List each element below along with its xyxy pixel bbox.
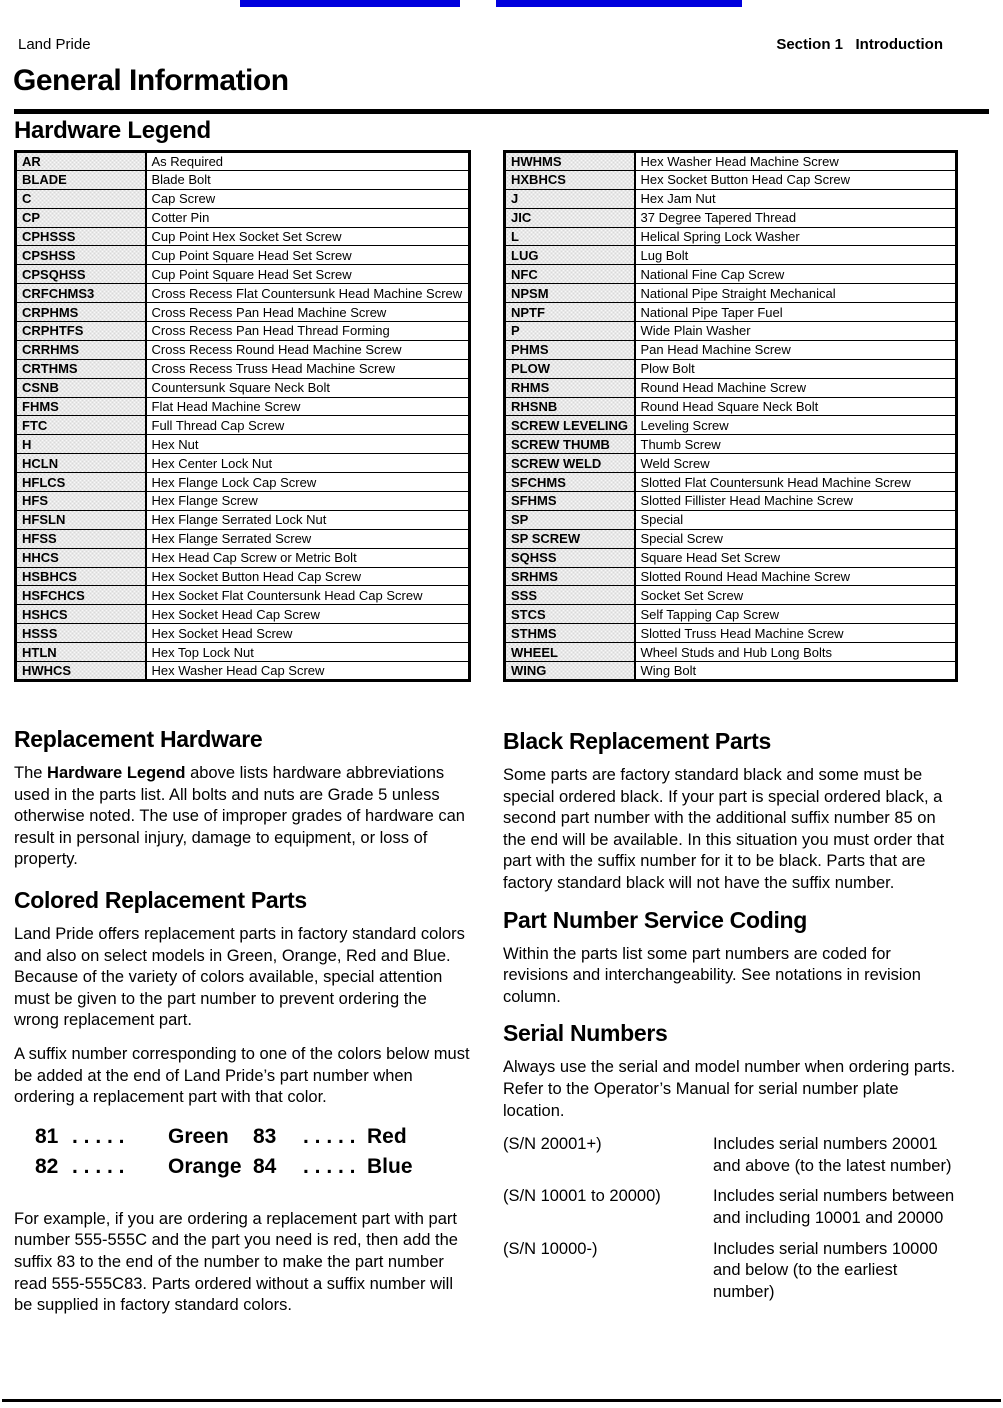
legend-description: Self Tapping Cap Screw — [635, 605, 957, 624]
legend-row — [505, 643, 957, 662]
legend-row — [505, 435, 957, 454]
legend-abbreviation: AR — [16, 152, 146, 171]
legend-description: Cross Recess Pan Head Machine Screw — [146, 303, 470, 322]
legend-abbreviation: SP — [505, 510, 635, 529]
legend-row — [505, 510, 957, 529]
legend-row — [16, 397, 470, 416]
top-link-bar-right[interactable] — [496, 0, 742, 7]
legend-description: Cross Recess Round Head Machine Screw — [146, 340, 470, 359]
legend-abbreviation: BLADE — [16, 170, 146, 189]
legend-row — [505, 284, 957, 303]
legend-description: Hex Top Lock Nut — [146, 643, 470, 662]
legend-row — [16, 510, 470, 529]
legend-row — [16, 492, 470, 511]
legend-row — [505, 454, 957, 473]
legend-description: Cup Point Square Head Set Screw — [146, 265, 470, 284]
legend-description: 37 Degree Tapered Thread — [635, 208, 957, 227]
legend-abbreviation: HSBHCS — [16, 567, 146, 586]
legend-abbreviation: HCLN — [16, 454, 146, 473]
legend-description: Wing Bolt — [635, 662, 957, 681]
legend-abbreviation: HHCS — [16, 548, 146, 567]
legend-row — [16, 359, 470, 378]
legend-description: Hex Socket Flat Countersunk Head Cap Screw — [146, 586, 470, 605]
serial-range-label: (S/N 20001+) — [503, 1135, 602, 1154]
legend-row — [16, 152, 470, 171]
legend-row — [505, 529, 957, 548]
legend-row — [505, 397, 957, 416]
legend-abbreviation: CRPHMS — [16, 303, 146, 322]
legend-row — [505, 322, 957, 341]
legend-row — [505, 662, 957, 681]
colored-parts-example-paragraph: For example, if you are ordering a replacement part with part number 555-555C and the part you need is red, then add the suffix 83 to the end of the number to make the part number read 555-555C83. Parts ordered without a suffix number will be supplied in factory standard colors. — [14, 1209, 458, 1315]
legend-row — [16, 340, 470, 359]
legend-abbreviation: WING — [505, 662, 635, 681]
legend-abbreviation: CPSHSS — [16, 246, 146, 265]
legend-row — [505, 152, 957, 171]
legend-row — [505, 567, 957, 586]
service-coding-paragraph: Within the parts list some part numbers are coded for revisions and interchangeability. See notations in revision column. — [503, 944, 921, 1006]
legend-abbreviation: NFC — [505, 265, 635, 284]
serial-numbers-paragraph: Always use the serial and model number when ordering parts. Refer to the Operator’s Manual for serial number plate location. — [503, 1058, 956, 1120]
legend-row — [505, 265, 957, 284]
legend-description: Cotter Pin — [146, 208, 470, 227]
legend-row — [505, 416, 957, 435]
legend-abbreviation: JIC — [505, 208, 635, 227]
legend-description: Lug Bolt — [635, 246, 957, 265]
legend-description: Cup Point Hex Socket Set Screw — [146, 227, 470, 246]
serial-range-description: Includes serial numbers 20001 and above (to the latest number) — [713, 1135, 952, 1175]
legend-abbreviation: HFLCS — [16, 473, 146, 492]
legend-description: Pan Head Machine Screw — [635, 340, 957, 359]
legend-description: Square Head Set Screw — [635, 548, 957, 567]
legend-abbreviation: RHSNB — [505, 397, 635, 416]
black-parts-paragraph: Some parts are factory standard black and some must be special ordered black. If your part is special ordered black, a second part number with the additional suffix number 85 on the end will be available. In this situation you must order that part with the suffix number for it to be black. Parts that are factory standard black will not have the suffix number. — [503, 766, 945, 892]
legend-description: Leveling Screw — [635, 416, 957, 435]
legend-abbreviation: CPSQHSS — [16, 265, 146, 284]
legend-abbreviation: FTC — [16, 416, 146, 435]
black-replacement-parts-heading: Black Replacement Parts — [503, 728, 771, 754]
legend-abbreviation: CP — [16, 208, 146, 227]
legend-row — [16, 586, 470, 605]
legend-description: Thumb Screw — [635, 435, 957, 454]
legend-description: National Pipe Taper Fuel — [635, 303, 957, 322]
legend-description: Wheel Studs and Hub Long Bolts — [635, 643, 957, 662]
legend-abbreviation: J — [505, 189, 635, 208]
legend-abbreviation: CRFCHMS3 — [16, 284, 146, 303]
color-code-81: 81 . . . . . Green — [35, 1124, 229, 1148]
legend-row — [16, 416, 470, 435]
legend-description: Hex Flange Screw — [146, 492, 470, 511]
legend-row — [505, 586, 957, 605]
legend-row — [16, 265, 470, 284]
top-link-bar-left[interactable] — [240, 0, 460, 7]
legend-row — [505, 492, 957, 511]
legend-row — [16, 284, 470, 303]
legend-description: Hex Flange Serrated Lock Nut — [146, 510, 470, 529]
legend-abbreviation: SFCHMS — [505, 473, 635, 492]
legend-description: Slotted Round Head Machine Screw — [635, 567, 957, 586]
legend-abbreviation: CRTHMS — [16, 359, 146, 378]
legend-abbreviation: H — [16, 435, 146, 454]
legend-row — [16, 322, 470, 341]
legend-abbreviation: STCS — [505, 605, 635, 624]
legend-description: Slotted Fillister Head Machine Screw — [635, 492, 957, 511]
section-header: Section 1 Introduction — [776, 36, 943, 53]
legend-abbreviation: C — [16, 189, 146, 208]
legend-description: Slotted Truss Head Machine Screw — [635, 624, 957, 643]
legend-description: Cross Recess Pan Head Thread Forming — [146, 322, 470, 341]
brand-text: Land Pride — [18, 36, 91, 53]
legend-row — [505, 246, 957, 265]
legend-abbreviation: SCREW WELD — [505, 454, 635, 473]
hardware-legend-table-right — [503, 150, 958, 682]
legend-abbreviation: SQHSS — [505, 548, 635, 567]
legend-row — [505, 624, 957, 643]
legend-description: Round Head Square Neck Bolt — [635, 397, 957, 416]
legend-abbreviation: SP SCREW — [505, 529, 635, 548]
legend-description: Hex Socket Button Head Cap Screw — [635, 170, 957, 189]
legend-row — [505, 170, 957, 189]
legend-row — [16, 473, 470, 492]
legend-abbreviation: HWHCS — [16, 662, 146, 681]
legend-row — [16, 227, 470, 246]
serial-range-entry — [503, 1239, 960, 1304]
serial-range-entry — [503, 1134, 960, 1177]
replacement-hardware-heading: Replacement Hardware — [14, 726, 263, 752]
legend-abbreviation: L — [505, 227, 635, 246]
legend-abbreviation: CPHSSS — [16, 227, 146, 246]
color-code-83: 83 . . . . . Red — [253, 1124, 407, 1148]
serial-range-description: Includes serial numbers 10000 and below (to the earliest number) — [713, 1239, 938, 1301]
legend-description: Flat Head Machine Screw — [146, 397, 470, 416]
legend-description: Hex Socket Button Head Cap Screw — [146, 567, 470, 586]
legend-abbreviation: HTLN — [16, 643, 146, 662]
right-text-column — [503, 716, 960, 1312]
legend-abbreviation: CSNB — [16, 378, 146, 397]
color-code-84: 84 . . . . . Blue — [253, 1154, 413, 1178]
hardware-legend-title: Hardware Legend — [14, 117, 211, 144]
legend-row — [16, 378, 470, 397]
legend-description: Cup Point Square Head Set Screw — [146, 246, 470, 265]
legend-row — [16, 303, 470, 322]
legend-row — [16, 624, 470, 643]
legend-description: National Pipe Straight Mechanical — [635, 284, 957, 303]
color-code-82: 82 . . . . . Orange — [35, 1154, 242, 1178]
legend-description: Full Thread Cap Screw — [146, 416, 470, 435]
legend-row — [505, 227, 957, 246]
part-number-service-coding-heading: Part Number Service Coding — [503, 906, 808, 933]
legend-description: Hex Flange Serrated Screw — [146, 529, 470, 548]
legend-abbreviation: LUG — [505, 246, 635, 265]
replacement-hardware-paragraph: The Hardware Legend above lists hardware abbreviations used in the parts list. All bolts and nuts are Grade 5 unless otherwise noted. The use of improper grades of hardware can result in personal injury, damage to equipment, or loss of property. — [14, 764, 465, 869]
legend-row — [505, 340, 957, 359]
legend-row — [505, 473, 957, 492]
legend-row — [505, 208, 957, 227]
legend-description: Hex Jam Nut — [635, 189, 957, 208]
legend-description: Countersunk Square Neck Bolt — [146, 378, 470, 397]
legend-abbreviation: PLOW — [505, 359, 635, 378]
legend-description: Hex Washer Head Cap Screw — [146, 662, 470, 681]
legend-row — [16, 605, 470, 624]
legend-row — [505, 303, 957, 322]
serial-range-description: Includes serial numbers between and including 10001 and 20000 — [713, 1187, 955, 1227]
legend-row — [16, 567, 470, 586]
legend-abbreviation: HWHMS — [505, 152, 635, 171]
legend-row — [505, 605, 957, 624]
legend-description: Plow Bolt — [635, 359, 957, 378]
hardware-legend-table-left — [14, 150, 471, 682]
legend-abbreviation: HSFCHCS — [16, 586, 146, 605]
legend-description: Blade Bolt — [146, 170, 470, 189]
colored-replacement-parts-heading: Colored Replacement Parts — [14, 886, 307, 913]
legend-row — [16, 435, 470, 454]
legend-row — [16, 170, 470, 189]
legend-description: Cap Screw — [146, 189, 470, 208]
legend-abbreviation: SSS — [505, 586, 635, 605]
legend-row — [16, 529, 470, 548]
legend-description: Weld Screw — [635, 454, 957, 473]
legend-abbreviation: PHMS — [505, 340, 635, 359]
serial-range-entry — [503, 1186, 960, 1229]
serial-range-label: (S/N 10000-) — [503, 1239, 598, 1258]
serial-range-label: (S/N 10001 to 20000) — [503, 1187, 661, 1206]
legend-description: Socket Set Screw — [635, 586, 957, 605]
legend-row — [16, 643, 470, 662]
page-header — [18, 36, 943, 53]
serial-numbers-heading: Serial Numbers — [503, 1020, 668, 1047]
legend-abbreviation: RHMS — [505, 378, 635, 397]
legend-abbreviation: HFS — [16, 492, 146, 511]
page-title: General Information — [13, 64, 289, 97]
legend-description: Hex Socket Head Cap Screw — [146, 605, 470, 624]
legend-description: Hex Nut — [146, 435, 470, 454]
legend-abbreviation: HFSLN — [16, 510, 146, 529]
legend-description: Special — [635, 510, 957, 529]
legend-abbreviation: SCREW THUMB — [505, 435, 635, 454]
legend-row — [16, 662, 470, 681]
legend-description: Hex Socket Head Screw — [146, 624, 470, 643]
legend-row — [16, 454, 470, 473]
color-code-row — [35, 1155, 472, 1185]
color-code-row — [35, 1125, 472, 1155]
hardware-legend-reference: Hardware Legend — [47, 764, 186, 782]
legend-description: Hex Head Cap Screw or Metric Bolt — [146, 548, 470, 567]
legend-description: Helical Spring Lock Washer — [635, 227, 957, 246]
legend-abbreviation: HSHCS — [16, 605, 146, 624]
legend-abbreviation: STHMS — [505, 624, 635, 643]
colored-parts-paragraph-2: A suffix number corresponding to one of the colors below must be added at the end of Land Pride’s part number when ordering a replacement part with that color. — [14, 1044, 470, 1107]
legend-abbreviation: CRPHTFS — [16, 322, 146, 341]
legend-abbreviation: HFSS — [16, 529, 146, 548]
legend-row — [16, 246, 470, 265]
legend-row — [505, 378, 957, 397]
legend-abbreviation: SCREW LEVELING — [505, 416, 635, 435]
legend-abbreviation: NPSM — [505, 284, 635, 303]
colored-parts-paragraph-1: Land Pride offers replacement parts in factory standard colors and also on select models in Green, Orange, Red and Blue. Because of the variety of colors available, special attention must be given to the part number to prevent ordering the wrong replacement part. — [14, 924, 465, 1030]
legend-description: Hex Flange Lock Cap Screw — [146, 473, 470, 492]
legend-abbreviation: NPTF — [505, 303, 635, 322]
title-divider-rule — [14, 109, 989, 114]
legend-row — [505, 548, 957, 567]
legend-description: Hex Center Lock Nut — [146, 454, 470, 473]
legend-description: Special Screw — [635, 529, 957, 548]
legend-row — [505, 189, 957, 208]
legend-abbreviation: CRRHMS — [16, 340, 146, 359]
legend-row — [505, 359, 957, 378]
legend-description: National Fine Cap Screw — [635, 265, 957, 284]
legend-row — [16, 189, 470, 208]
legend-abbreviation: WHEEL — [505, 643, 635, 662]
legend-row — [16, 208, 470, 227]
legend-abbreviation: SFHMS — [505, 492, 635, 511]
color-suffix-codes — [14, 1125, 472, 1185]
legend-description: Round Head Machine Screw — [635, 378, 957, 397]
legend-description: Cross Recess Flat Countersunk Head Machine Screw — [146, 284, 470, 303]
legend-description: Hex Washer Head Machine Screw — [635, 152, 957, 171]
legend-description: Cross Recess Truss Head Machine Screw — [146, 359, 470, 378]
footer-rule — [2, 1399, 1001, 1402]
legend-abbreviation: SRHMS — [505, 567, 635, 586]
legend-abbreviation: HXBHCS — [505, 170, 635, 189]
legend-description: Slotted Flat Countersunk Head Machine Screw — [635, 473, 957, 492]
left-text-column — [14, 720, 472, 1329]
legend-row — [16, 548, 470, 567]
legend-description: Wide Plain Washer — [635, 322, 957, 341]
legend-abbreviation: P — [505, 322, 635, 341]
legend-abbreviation: FHMS — [16, 397, 146, 416]
legend-abbreviation: HSSS — [16, 624, 146, 643]
legend-description: As Required — [146, 152, 470, 171]
